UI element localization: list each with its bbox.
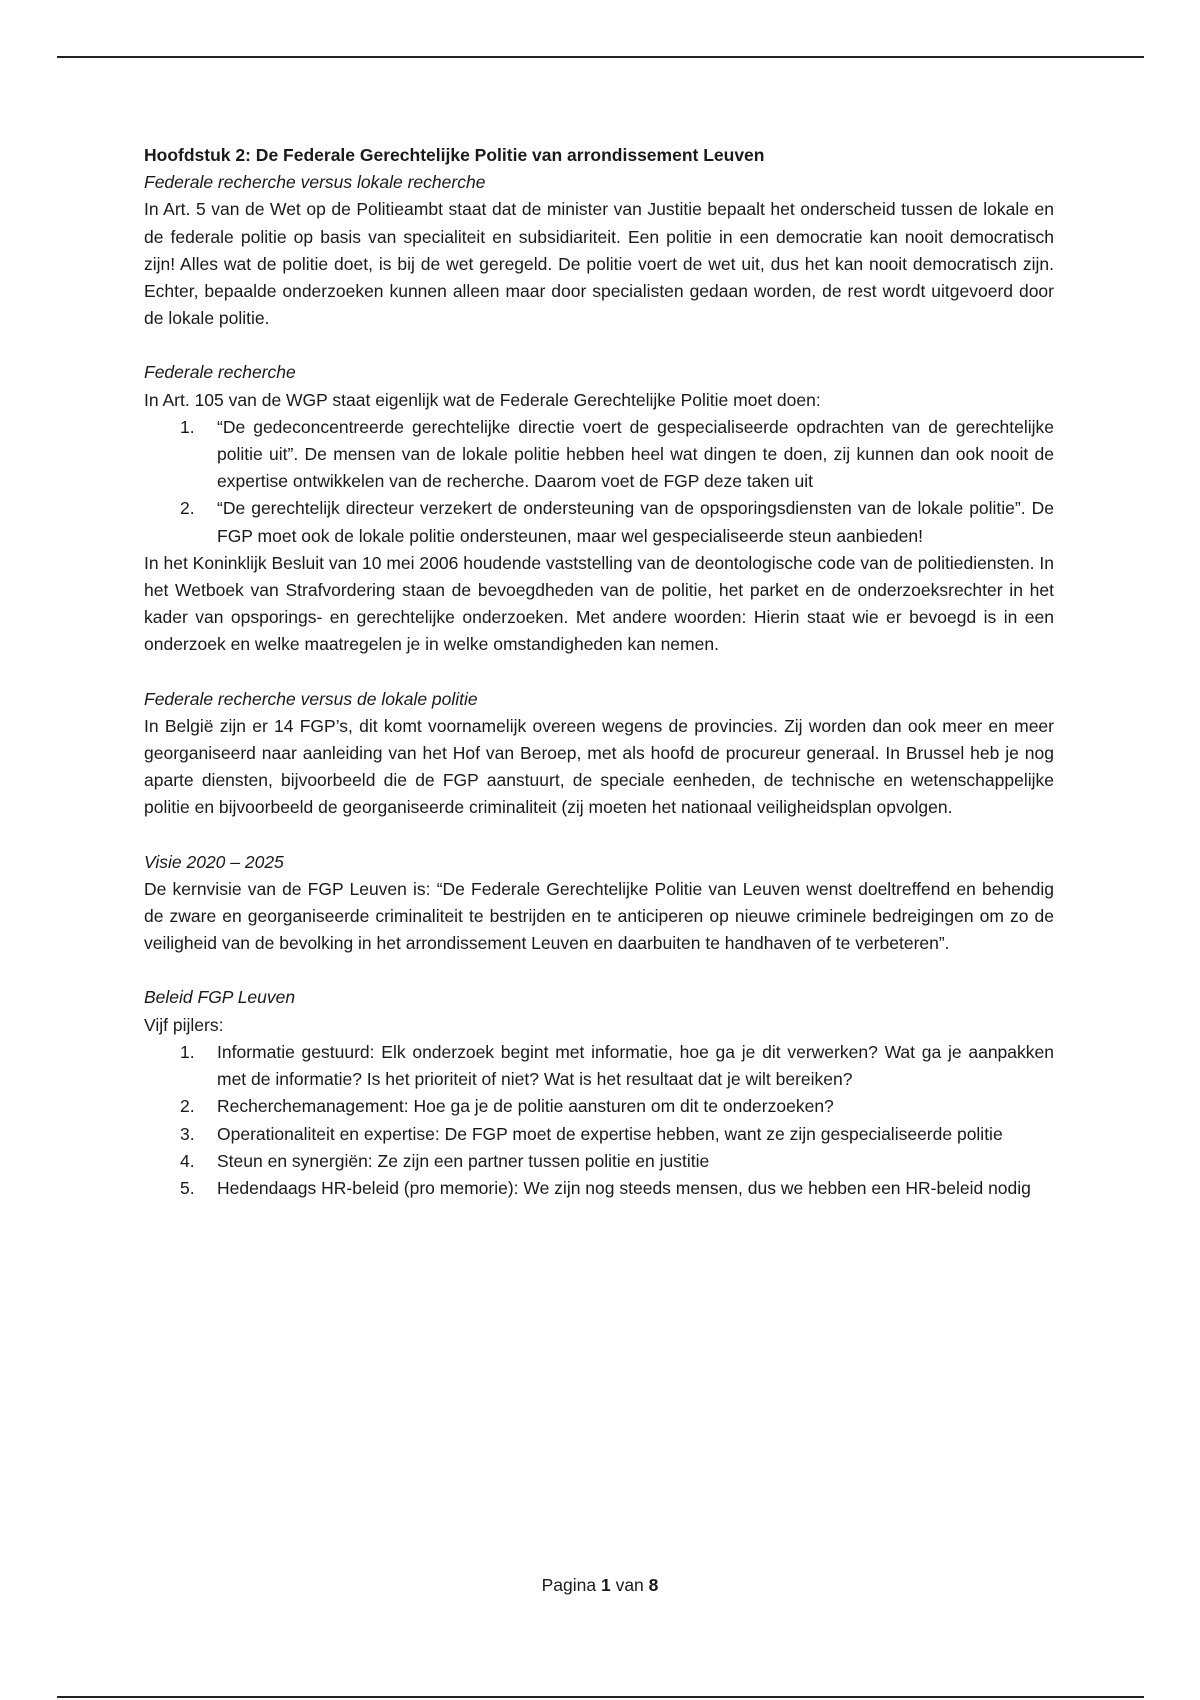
list-item [144, 414, 1054, 496]
list-number: 2. [180, 498, 195, 519]
footer-rule [57, 1696, 1144, 1698]
list-item-text: Steun en synergiën: Ze zijn een partner tussen politie en justitie [217, 1150, 710, 1171]
list-item [144, 1093, 1054, 1120]
list-number: 1. [180, 416, 195, 437]
section-title-visie: Visie 2020 – 2025 [144, 851, 284, 872]
list-item-text: Operationaliteit en expertise: De FGP moet de expertise hebben, want ze zijn gespecialiseerde politie [217, 1123, 1003, 1144]
spacer [144, 332, 1054, 359]
paragraph: In Art. 5 van de Wet op de Politieambt staat dat de minister van Justitie bepaalt het onderscheid tussen de lokale en de federale politie op basis van specialiteit en subsidiariteit. Een politie in een democratie kan nooit democratisch zijn! Alles wat de politie doet, is bij de wet geregeld. De politie voert de wet uit, dus het kan nooit democratisch zijn. Echter, bepaalde onderzoeken kunnen alleen maar door specialisten gedaan worden, de rest wordt uitgevoerd door de lokale politie. [144, 199, 1054, 329]
paragraph: Vijf pijlers: [144, 1014, 224, 1035]
list-item [144, 1175, 1054, 1202]
paragraph: In het Koninklijk Besluit van 10 mei 2006 houdende vaststelling van de deontologische code van de politiediensten. In het Wetboek van Strafvordering staan de bevoegdheden van de politie, het parket en de onderzoeksrechter in het kader van opsporings- en gerechtelijke onderzoeken. Met andere woorden: Hierin staat wie er bevoegd is in een onderzoek en welke maatregelen je in welke omstandigheden kan nemen. [144, 552, 1054, 655]
list-item-text: “De gerechtelijk directeur verzekert de ondersteuning van de opsporingsdiensten van de lokale politie”. De FGP moet ook de lokale politie ondersteunen, maar wel gespecialiseerde steun aanbieden! [217, 498, 1054, 546]
footer-page-number: 1 [600, 1575, 611, 1595]
list-item [144, 1039, 1054, 1093]
document-body [144, 142, 1054, 1202]
header-rule [57, 56, 1144, 58]
list-number: 1. [180, 1041, 195, 1062]
list-item [144, 1148, 1054, 1175]
section-title-beleid: Beleid FGP Leuven [144, 987, 296, 1008]
list-number: 3. [180, 1123, 195, 1144]
list-item-text: Informatie gestuurd: Elk onderzoek begint met informatie, hoe ga je dit verwerken? Wat ga je aanpakken met de informatie? Is het prioriteit of niet? Wat is het resultaat dat je wilt bereiken? [217, 1041, 1054, 1090]
list-item-text: “De gedeconcentreerde gerechtelijke directie voert de gespecialiseerde opdrachten van de gerechtelijke politie uit”. De mensen van de lokale politie hebben heel wat dingen te doen, zij kunnen dan ook nooit de expertise ontwikkelen van de recherche. Daarom voet de FGP deze taken uit [217, 416, 1054, 492]
spacer [144, 822, 1054, 849]
footer-prefix: Pagina [541, 1575, 597, 1595]
list-number: 4. [180, 1150, 195, 1171]
paragraph: De kernvisie van de FGP Leuven is: “De Federale Gerechtelijke Politie van Leuven wenst doeltreffend en behendig de zware en georganiseerde criminaliteit te bestrijden en te anticiperen op nieuwe criminele bedreigingen om zo de veiligheid van de bevolking in het arrondissement Leuven en daarbuiten te handhaven of te verbeteren”. [144, 878, 1054, 954]
list-number: 5. [180, 1177, 195, 1198]
numbered-list [144, 1039, 1054, 1202]
footer-page-total: 8 [648, 1575, 659, 1595]
numbered-list [144, 414, 1054, 550]
list-number: 2. [180, 1096, 195, 1117]
spacer [144, 659, 1054, 686]
spacer [144, 957, 1054, 984]
chapter-title: Hoofdstuk 2: De Federale Gerechtelijke Politie van arrondissement Leuven [144, 145, 765, 165]
list-item-text: Hedendaags HR-beleid (pro memorie): We zijn nog steeds mensen, dus we hebben een HR-beleid nodig [217, 1177, 1031, 1198]
section-title-federale-vs-lokale-recherche: Federale recherche versus lokale recherche [144, 172, 486, 193]
footer-middle: van [615, 1575, 644, 1595]
paragraph: In Art. 105 van de WGP staat eigenlijk wat de Federale Gerechtelijke Politie moet doen: [144, 389, 821, 410]
list-item [144, 495, 1054, 549]
section-title-federale-recherche: Federale recherche [144, 362, 296, 383]
paragraph: In België zijn er 14 FGP’s, dit komt voornamelijk overeen wegens de provincies. Zij worden dan ook meer en meer georganiseerd naar aanleiding van het Hof van Beroep, met als hoofd de procureur generaal. In Brussel heb je nog aparte diensten, bijvoorbeeld die de FGP aanstuurt, de speciale eenheden, de technische en wetenschappelijke politie en bijvoorbeeld de georganiseerde criminaliteit (zij moeten het nationaal veiligheidsplan opvolgen. [144, 715, 1054, 818]
list-item-text: Recherchemanagement: Hoe ga je de politie aansturen om dit te onderzoeken? [217, 1096, 834, 1117]
page-footer [0, 1575, 1200, 1596]
section-title-federale-vs-lokale-politie: Federale recherche versus de lokale politie [144, 688, 478, 709]
list-item [144, 1121, 1054, 1148]
